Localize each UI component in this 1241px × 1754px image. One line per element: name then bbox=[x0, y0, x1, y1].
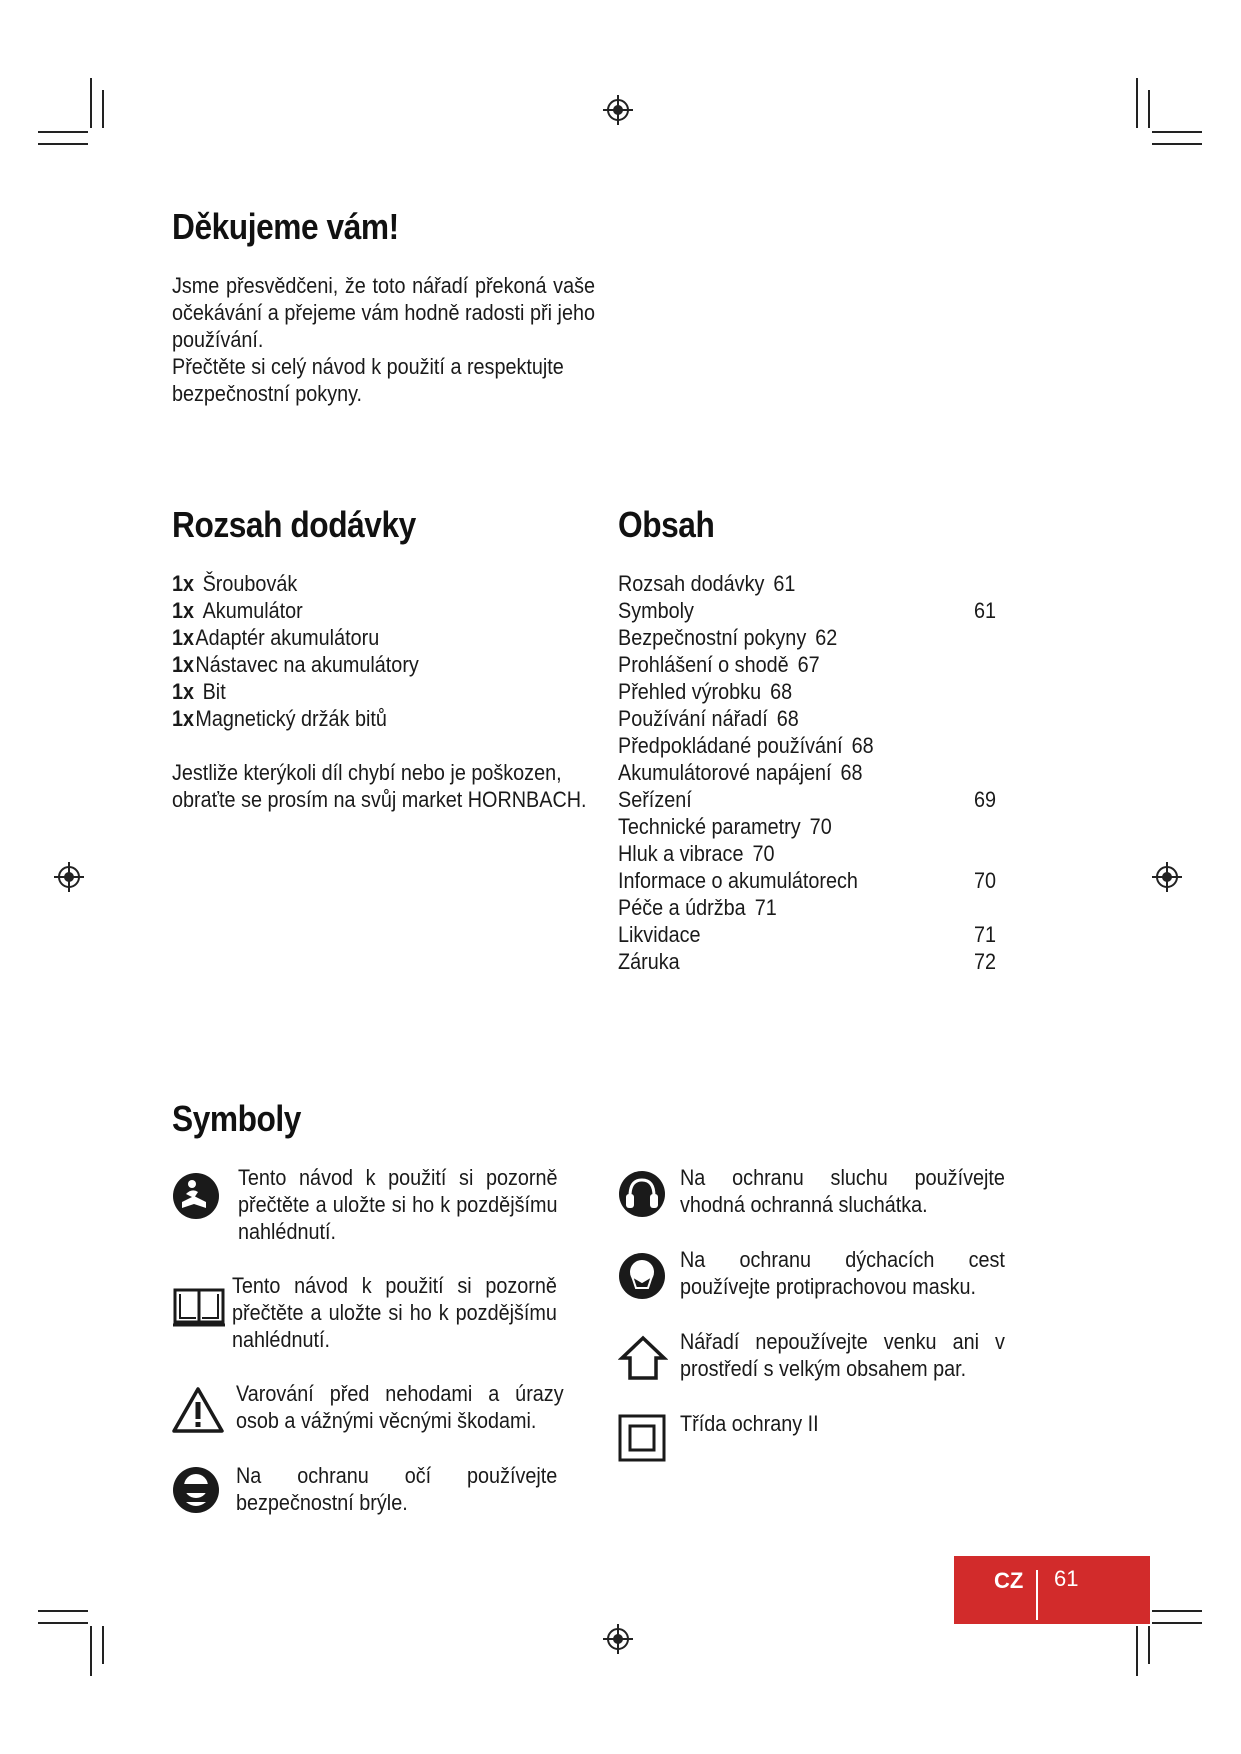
read-manual-icon bbox=[172, 1172, 220, 1220]
toc-entry bbox=[618, 894, 996, 921]
intro-paragraph: Přečtěte si celý návod k použití a respektujte bezpečnostní pokyny. bbox=[172, 354, 564, 406]
toc-entry-page: 68 bbox=[840, 760, 863, 785]
toc-entry-page: 67 bbox=[797, 652, 820, 677]
thanks-intro bbox=[172, 272, 595, 407]
open-book-icon bbox=[172, 1284, 226, 1328]
toc-entry bbox=[618, 678, 996, 705]
toc-entry-label: Přehled výrobku bbox=[618, 679, 762, 704]
symbol-entry bbox=[618, 1328, 1043, 1398]
crop-mark bbox=[38, 1622, 88, 1624]
symbol-text: Na ochranu dýchacích cest používejte protiprachovou masku. bbox=[680, 1247, 1005, 1299]
toc-entry bbox=[618, 597, 996, 624]
symbol-entry bbox=[172, 1164, 592, 1254]
toc-entry-label: Technické parametry bbox=[618, 814, 801, 839]
list-item: 1x Magnetický držák bitů bbox=[172, 706, 387, 731]
crop-mark bbox=[38, 1610, 88, 1612]
crop-mark bbox=[1148, 1626, 1150, 1664]
toc-entry-label: Používání nářadí bbox=[618, 706, 768, 731]
toc-entry-label: Likvidace bbox=[618, 922, 701, 947]
symbol-text: Na ochranu sluchu používejte vhodná ochranná sluchátka. bbox=[680, 1165, 1005, 1217]
crop-mark bbox=[1136, 78, 1138, 128]
symbol-entry bbox=[172, 1462, 592, 1532]
table-of-contents bbox=[618, 570, 996, 975]
toc-entry bbox=[618, 813, 996, 840]
indoor-use-house-icon bbox=[618, 1334, 668, 1382]
crop-mark bbox=[1152, 1610, 1202, 1612]
toc-entry-page: 70 bbox=[973, 868, 996, 893]
safety-glasses-icon bbox=[172, 1466, 220, 1514]
toc-entry bbox=[618, 786, 996, 813]
delivery-title: Rozsah dodávky bbox=[172, 504, 416, 545]
symbol-entry bbox=[172, 1380, 602, 1450]
toc-title: Obsah bbox=[618, 504, 715, 545]
ear-protection-icon bbox=[618, 1170, 666, 1218]
toc-entry bbox=[618, 867, 996, 894]
symbols-title: Symboly bbox=[172, 1098, 301, 1139]
crop-mark bbox=[90, 1626, 92, 1676]
toc-entry bbox=[618, 651, 996, 678]
registration-mark-icon bbox=[603, 95, 633, 125]
toc-entry-label: Seřízení bbox=[618, 787, 692, 812]
toc-entry-page: 72 bbox=[973, 949, 996, 974]
crop-mark bbox=[1152, 1622, 1202, 1624]
symbol-text: Třída ochrany II bbox=[680, 1411, 819, 1436]
language-code: CZ bbox=[994, 1568, 1024, 1593]
list-item: 1x Akumulátor bbox=[172, 598, 303, 623]
symbol-text: Nářadí nepoužívejte venku ani v prostředí s velkým obsahem par. bbox=[680, 1329, 1005, 1381]
symbol-text: Na ochranu očí používejte bezpečnostní brýle. bbox=[236, 1463, 558, 1515]
thanks-title: Děkujeme vám! bbox=[172, 206, 399, 247]
crop-mark bbox=[102, 90, 104, 128]
crop-mark bbox=[1152, 131, 1202, 133]
crop-mark bbox=[90, 78, 92, 128]
toc-entry bbox=[618, 570, 996, 597]
dust-mask-icon bbox=[618, 1252, 666, 1300]
toc-entry bbox=[618, 948, 996, 975]
toc-entry-label: Záruka bbox=[618, 949, 680, 974]
crop-mark bbox=[1152, 143, 1202, 145]
symbol-entry bbox=[618, 1246, 1043, 1316]
registration-mark-icon bbox=[1152, 862, 1182, 892]
page-footer-badge bbox=[954, 1556, 1150, 1624]
list-item: 1x Adaptér akumulátoru bbox=[172, 625, 380, 650]
list-item: 1x Šroubovák bbox=[172, 571, 298, 596]
toc-entry bbox=[618, 732, 996, 759]
symbol-text: Tento návod k použití si pozorně přečtěte a uložte si ho k pozdějšímu nahlédnutí. bbox=[232, 1273, 557, 1352]
toc-entry-page: 61 bbox=[973, 598, 996, 623]
toc-entry-page: 69 bbox=[973, 787, 996, 812]
toc-entry-label: Péče a údržba bbox=[618, 895, 746, 920]
toc-entry bbox=[618, 624, 996, 651]
warning-triangle-icon bbox=[172, 1386, 224, 1434]
toc-entry bbox=[618, 840, 996, 867]
crop-mark bbox=[102, 1626, 104, 1664]
protection-class-ii-icon bbox=[618, 1414, 666, 1462]
page-number: 61 bbox=[1054, 1566, 1079, 1591]
registration-mark-icon bbox=[603, 1624, 633, 1654]
toc-entry-page: 61 bbox=[773, 571, 796, 596]
toc-entry-page: 68 bbox=[770, 679, 793, 704]
crop-mark bbox=[38, 131, 88, 133]
toc-entry bbox=[618, 759, 996, 786]
crop-mark bbox=[1136, 1626, 1138, 1676]
toc-entry bbox=[618, 921, 996, 948]
toc-entry-label: Informace o akumulátorech bbox=[618, 868, 858, 893]
symbol-text: Varování před nehodami a úrazy osob a vážnými věcnými škodami. bbox=[236, 1381, 564, 1433]
toc-entry-page: 71 bbox=[754, 895, 777, 920]
toc-entry-page: 71 bbox=[973, 922, 996, 947]
toc-entry bbox=[618, 705, 996, 732]
symbol-entry bbox=[618, 1410, 1043, 1470]
toc-entry-label: Symboly bbox=[618, 598, 694, 623]
crop-mark bbox=[1148, 90, 1150, 128]
toc-entry-page: 68 bbox=[851, 733, 874, 758]
symbol-entry bbox=[618, 1164, 1043, 1234]
toc-entry-page: 68 bbox=[776, 706, 799, 731]
toc-entry-page: 70 bbox=[809, 814, 832, 839]
symbol-text: Tento návod k použití si pozorně přečtěte a uložte si ho k pozdějšímu nahlédnutí. bbox=[238, 1165, 558, 1244]
delivery-list bbox=[172, 570, 595, 732]
footer-divider bbox=[1036, 1570, 1038, 1620]
toc-entry-label: Rozsah dodávky bbox=[618, 571, 765, 596]
intro-paragraph: Jsme přesvědčeni, že toto nářadí překoná vaše očekávání a přejeme vám hodně radosti při jeho používání. bbox=[172, 273, 595, 352]
symbol-entry bbox=[172, 1272, 592, 1362]
toc-entry-label: Akumulátorové napájení bbox=[618, 760, 832, 785]
missing-parts-note: Jestliže kterýkoli díl chybí nebo je poškozen, obraťte se prosím na svůj market HORNBACH. bbox=[172, 760, 587, 812]
list-item: 1x Bit bbox=[172, 679, 226, 704]
toc-entry-label: Bezpečnostní pokyny bbox=[618, 625, 807, 650]
toc-entry-label: Předpokládané používání bbox=[618, 733, 843, 758]
list-item: 1x Nástavec na akumulátory bbox=[172, 652, 419, 677]
toc-entry-page: 62 bbox=[815, 625, 838, 650]
toc-entry-label: Hluk a vibrace bbox=[618, 841, 744, 866]
crop-mark bbox=[38, 143, 88, 145]
toc-entry-page: 70 bbox=[752, 841, 775, 866]
registration-mark-icon bbox=[54, 862, 84, 892]
toc-entry-label: Prohlášení o shodě bbox=[618, 652, 789, 677]
